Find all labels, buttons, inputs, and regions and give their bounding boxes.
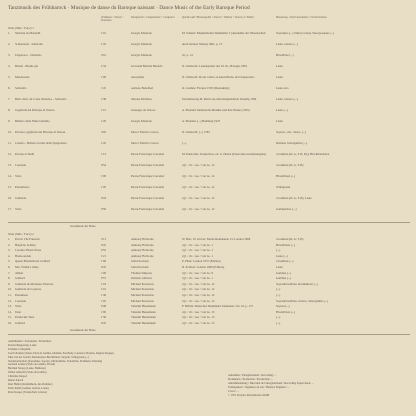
track-composer: Valentin Haussmann xyxy=(131,322,156,325)
track-instruments: Blockflöten (...) xyxy=(276,243,296,247)
track-instruments: Sopranino (...) Zink (Cornet), Tenorposaune (...) xyxy=(276,32,334,35)
track-instruments: (...) xyxy=(276,322,281,325)
track-source: und Literatur, Mainz) 1961, p. 13 xyxy=(182,43,223,46)
track-title: Ungaresca - Saltarello xyxy=(15,54,42,57)
track-instruments: Gambenchor (...) xyxy=(276,208,297,211)
track-row xyxy=(0,120,416,126)
track-title: Sinfonia da Matatelli xyxy=(15,32,41,35)
track-source: vgl. / cfr. / see / voir no. 13 xyxy=(182,316,215,320)
track-duration: 0'55 xyxy=(101,249,107,253)
track-duration: 0'45 xyxy=(101,266,107,269)
side-two-total: Gesamtzeit der Platte xyxy=(70,328,96,332)
track-source: vgl. / cfr. / see / voir no. 12 xyxy=(182,288,215,292)
track-number: 8. xyxy=(8,277,11,281)
track-composer: Pierre-Francisque Caroubel xyxy=(131,153,165,156)
track-duration: 1'10 xyxy=(101,288,107,292)
header-composer: Komponist / Compositeur / Composer xyxy=(131,15,175,19)
header-instruments: Besetzung / Instrumentation / Orchestration xyxy=(276,15,327,19)
credit-line: Josef Ulsamer (Tenor-Viola da Gamba, Dulzian, Kortholt), Laurence Dreyfus, Regina Klepper, xyxy=(8,351,115,355)
track-instruments: 4 Gamben (D, A, T, B), Laute xyxy=(276,197,312,200)
track-composer: Giuseppe de Venosa xyxy=(131,109,156,112)
track-number: 12. xyxy=(8,299,12,303)
track-composer: Anthony Holborne xyxy=(131,238,154,241)
track-title: Gaillarde de la guerre xyxy=(15,288,42,292)
track-composer: Valentin Haussmann xyxy=(131,316,156,320)
track-duration: 1'36 xyxy=(101,316,107,320)
credit-line: Dieter Kirsch xyxy=(8,379,24,383)
track-composer: Michael Praetorius xyxy=(131,288,154,292)
production-line: Cover: ... xyxy=(228,389,239,393)
track-title: Paven: The Funerals xyxy=(15,238,40,241)
track-source: M. Schuler: Musikalischer Denkmäler 5 (Akademie der Wissenschaft xyxy=(182,32,266,35)
side-two-label: Seite (Side / Face) 2 xyxy=(8,232,34,236)
track-number: 1. xyxy=(8,32,11,35)
track-duration: 2'05 xyxy=(101,131,107,134)
track-title: Pavana al Taniti xyxy=(15,153,35,156)
track-title: Volta xyxy=(15,305,22,309)
credit-line: Ausführende / Exécutants / Performers xyxy=(8,340,52,343)
track-duration: 2'13 xyxy=(101,238,107,241)
track-number: 16. xyxy=(8,322,12,325)
track-composer: John Dowland xyxy=(131,266,149,269)
performer-credits xyxy=(8,340,224,395)
production-line: Toningenieur / Ingénieur du son / Balance Engineer: ... xyxy=(228,385,290,389)
track-composer: Marco Fabricio Caroso xyxy=(131,142,159,145)
track-row xyxy=(0,164,416,170)
track-title: Schiarazula - Saltarello xyxy=(15,43,43,46)
track-number: 16. xyxy=(8,197,12,200)
track-duration: 1'45 xyxy=(101,43,107,46)
track-duration: 1'38 xyxy=(101,98,107,101)
track-row xyxy=(0,322,416,328)
track-number: 11. xyxy=(8,294,12,297)
track-source: vgl. / cfr. / see / voir no. 1 xyxy=(182,254,213,258)
track-duration: 1'40 xyxy=(101,294,107,297)
track-composer: Pierre-Francisque Caroubel xyxy=(131,208,165,211)
track-source: vgl. / cfr. / see / voir no. 12 xyxy=(182,294,215,297)
track-duration: 1'00 xyxy=(101,76,107,79)
track-duration: 1'12 xyxy=(101,153,107,156)
track-source: vgl. / cfr. / see / voir no. 13 xyxy=(182,322,215,325)
track-title: Volte xyxy=(15,208,22,211)
track-composer: Giorgio Mainerio xyxy=(131,32,153,35)
track-row xyxy=(0,32,416,38)
track-title: Gaillarde xyxy=(15,197,27,200)
track-source: vgl. / cfr. / see / voir no. 12 xyxy=(182,186,215,189)
track-composer: Anonymus xyxy=(131,76,145,79)
track-duration: 2'01 xyxy=(101,54,107,57)
track-number: 7. xyxy=(8,98,11,101)
track-instruments: Laute xyxy=(276,120,283,123)
track-duration: 1'06 xyxy=(101,260,107,264)
track-instruments: Laute xyxy=(276,266,283,269)
track-duration: 1'00 xyxy=(101,175,107,178)
credit-line: Konrad Ragossnig, Laute xyxy=(8,343,37,347)
track-title: Galliard xyxy=(15,322,25,325)
track-instruments: (...) xyxy=(276,316,281,320)
track-duration: 1'05 xyxy=(101,299,107,303)
track-instruments: Blockflöte (...) xyxy=(276,54,294,57)
track-title: Mrs. Winter's Jump xyxy=(15,266,39,269)
track-instruments: Gamben (...) xyxy=(276,277,292,281)
track-number: 5. xyxy=(8,76,11,79)
track-number: 15. xyxy=(8,316,12,320)
track-instruments: 4 Gamben (...) xyxy=(276,260,294,264)
track-duration: 1'23 xyxy=(101,282,107,286)
track-duration: 1'45 xyxy=(101,87,107,90)
track-number: 12. xyxy=(8,153,12,156)
header-duration: Zeitdauer / Durée / Duration xyxy=(101,15,124,23)
track-row xyxy=(0,43,416,49)
track-row xyxy=(0,186,416,192)
track-duration: 0'59 xyxy=(101,208,107,211)
track-row xyxy=(0,175,416,181)
track-title: Canario - Balletto in tutti della Spagnoletta xyxy=(15,142,67,145)
credit-line: Hartmut Stropp (Laute, Baßlaute) xyxy=(8,367,46,371)
track-duration: 1'10 xyxy=(101,32,107,35)
track-instruments: Dulzian, Tenorgambe (...) xyxy=(276,142,307,145)
track-number: 6. xyxy=(8,87,11,90)
track-row xyxy=(0,131,416,137)
track-title: Mascherada xyxy=(15,76,30,79)
track-duration: 1'21 xyxy=(101,254,107,258)
track-source: A. Einstein: (...) Hamburg 1947 xyxy=(182,120,221,123)
track-number: 1. xyxy=(8,238,11,241)
track-instruments: 4 Gamben (D, A, T, B) xyxy=(276,164,304,167)
track-source: M. Praetorius, Terpsichore, ed. G. Oberst (Praetorius-Gesamtausgabe) xyxy=(182,153,267,156)
track-source: vgl. / cfr. / see / voir no. 1 xyxy=(182,243,213,247)
track-source: W. Herr, W. Glover: Monte Remanente 13, London 1966 xyxy=(182,238,251,241)
track-number: 17. xyxy=(8,208,12,211)
track-composer: Giorgio Mainerio xyxy=(131,43,153,46)
track-instruments: (...) xyxy=(276,249,281,253)
production-line: © 1971 Polydor International GmbH xyxy=(228,393,270,397)
production-credits xyxy=(228,374,412,397)
track-instruments: Sopran-, Alt-, Tenor- (...) xyxy=(276,131,307,134)
track-row xyxy=(0,109,416,115)
credit-line: Christine Kasper xyxy=(8,375,27,379)
track-instruments: (...) xyxy=(276,294,281,297)
track-instruments: 4 Gamben (D, A, T, B, Kb), Blockflötenchor xyxy=(276,153,330,156)
track-number: 5. xyxy=(8,260,11,264)
track-composer: Michael Praetorius xyxy=(131,294,154,297)
track-number: 3. xyxy=(8,54,11,57)
track-duration: 1'00 xyxy=(101,271,107,275)
track-duration: 0'43 xyxy=(101,197,107,200)
track-row xyxy=(0,76,416,82)
track-title: Gagliarda del Principe di Venosa xyxy=(15,109,55,112)
track-number: 9. xyxy=(8,282,11,286)
track-number: 11. xyxy=(8,142,12,145)
track-composer: John Dowland xyxy=(131,260,149,264)
track-instruments: Blockflöten (...) xyxy=(276,175,296,178)
track-number: 4. xyxy=(8,254,11,258)
track-number: 7. xyxy=(8,271,11,275)
track-source: id., p. 14 xyxy=(182,54,193,57)
track-source: vgl. / cfr. / see / voir no. 12 xyxy=(182,164,215,167)
production-line: Produktion / Production / Production: ... xyxy=(228,377,273,381)
track-composer: Pierre-Francisque Caroubel xyxy=(131,175,165,178)
header-source: Quelle oder Herausgeber / Source / Editeur / Source or Editor xyxy=(182,15,255,19)
track-duration: 1'20 xyxy=(101,186,107,189)
track-source: Überlieferung M. Reich aus dem Originaldruck Venedig 1599 xyxy=(182,98,257,101)
track-composer: Giorgio Mainerio xyxy=(131,54,153,57)
track-source: D. Poulton: London 1966 (Edition) xyxy=(182,266,225,269)
track-duration: 1'20 xyxy=(101,120,107,123)
track-duration: 0'48 xyxy=(101,305,107,309)
track-number: 13. xyxy=(8,164,12,167)
track-title: Heigh ho holiday xyxy=(15,243,36,247)
track-number: 3. xyxy=(8,249,11,253)
track-number: 6. xyxy=(8,266,11,269)
track-number: 10. xyxy=(8,131,12,134)
track-source: O. Chilesotti: Da un codice «Lauten-Buch» del Cinquecento xyxy=(182,76,255,79)
track-composer: Pierre-Francisque Caroubel xyxy=(131,186,165,189)
credit-line: Elke von der Gracht, Renaissance-Blockflöten, Serpent, Schlagwerk (...) xyxy=(8,355,90,359)
track-title: Passameze xyxy=(15,294,28,297)
divider xyxy=(8,222,410,223)
track-duration: 0'45 xyxy=(101,243,107,247)
track-source: vgl. / cfr. / see / voir no. 1 xyxy=(182,249,213,253)
track-instruments: Laute, Gitarre (...) xyxy=(276,43,298,46)
track-row xyxy=(0,153,416,159)
track-row xyxy=(0,98,416,104)
side-one-total: Gesamtzeit der Platte xyxy=(70,224,96,228)
track-composer: Simone Molinaro xyxy=(131,98,153,101)
divider xyxy=(8,334,410,335)
track-source: vgl. / cfr. / see / voir no. 12 xyxy=(182,282,215,286)
track-duration: 1'00 xyxy=(101,310,107,314)
credit-line: Kurt Haller (Krummhorn, Alt-Pommer) xyxy=(8,382,53,386)
track-source: O. Chilesotti: Lautenspieler des 16. Jh., Bologna 1891 xyxy=(182,65,248,68)
track-title: Courante xyxy=(15,164,26,167)
track-source: O. Goldine: Florenz 1593 (Manuskript) xyxy=(182,87,230,90)
track-source: vgl. / cfr. / see / voir no. 1 xyxy=(182,277,213,281)
track-source: A. Einstein: Italienische Musiker und ihre Werke (1593) xyxy=(182,109,250,112)
track-source: vgl. / cfr. / see / voir no. 12 xyxy=(182,197,215,200)
credit-line: Walter Albrecht (Viola da Gamba) xyxy=(8,371,47,375)
track-composer: Giorgio Mainerio xyxy=(131,120,153,123)
track-row xyxy=(0,197,416,203)
track-source: vgl. / cfr. / see / voir no. 12 xyxy=(182,208,215,211)
track-instruments: Laute xyxy=(276,76,283,79)
track-row xyxy=(0,54,416,60)
credit-line: Ulsamer-Collegium: xyxy=(8,347,31,351)
track-title: Galliard xyxy=(15,277,25,281)
track-composer: Pierre-Francisque Caroubel xyxy=(131,164,165,167)
track-instruments: Laute solo xyxy=(276,87,289,90)
track-row xyxy=(0,142,416,148)
track-title: Honie-suckle xyxy=(15,254,31,258)
track-instruments: Gamben (...) xyxy=(276,271,292,275)
credit-line: Gerhard Gruber (Viola da Gamba, Flöten) xyxy=(8,363,56,367)
track-row xyxy=(0,65,416,71)
track-instruments: Laute, Gitarre (...) xyxy=(276,98,298,101)
track-source: E. Hunt: London 1957 (Edition) xyxy=(182,260,221,264)
credit-line: Ernst Kölbl (Gambe, Gitarre, Laute) xyxy=(8,386,49,390)
track-number: 9. xyxy=(8,120,11,123)
track-title: Queen Elizabeth her Galliard xyxy=(15,260,51,264)
track-number: 2. xyxy=(8,43,11,46)
track-number: 15. xyxy=(8,186,12,189)
credit-line: Peter Kasper (Trumscheit, Gitarre) xyxy=(8,390,47,394)
side-one-label: Seite (Side / Face) 1 xyxy=(8,26,34,30)
track-title: Polnischer Tanz xyxy=(15,316,35,320)
track-title: Galliarde de Monsieur Wustrow xyxy=(15,282,54,286)
track-composer: Pierre-Francisque Caroubel xyxy=(131,197,165,200)
track-duration: 1'34 xyxy=(101,65,107,68)
production-line: Aufnahme / Enregistrement / Recording: ... xyxy=(228,374,277,377)
track-title: Coranto: Heart's Ease xyxy=(15,249,42,253)
track-title: Saltarello xyxy=(15,87,27,90)
track-instruments: Laute (...) xyxy=(276,109,288,112)
track-instruments: (...) xyxy=(276,288,281,292)
track-title: Balletto della Ninfa Ghedina xyxy=(15,120,50,123)
track-number: 14. xyxy=(8,175,12,178)
track-title: Tanz xyxy=(15,310,21,314)
track-instruments: 4 Gamben (D, A, T, B) xyxy=(276,238,304,241)
track-title: Alman xyxy=(15,271,24,275)
track-source: vgl. / cfr. / see / voir no. 12 xyxy=(182,299,215,303)
track-composer: Orlando Gibbons xyxy=(131,277,152,281)
track-instruments: Sopranblockflöte, Gitarre, Tenorgambe (...) xyxy=(276,299,328,303)
track-instruments: Laute xyxy=(276,65,283,68)
track-number: 2. xyxy=(8,243,11,247)
track-instruments: Laute (...) xyxy=(276,254,288,258)
track-composer: Valentin Haussmann xyxy=(131,310,156,314)
track-title: Courante xyxy=(15,299,26,303)
track-composer: Michael Praetorius xyxy=(131,282,154,286)
track-number: 8. xyxy=(8,109,11,112)
track-composer: Anthony Holborne xyxy=(131,249,154,253)
track-number: 13. xyxy=(8,305,12,309)
track-duration: 1'21 xyxy=(101,109,107,112)
track-composer: Marco Fabricio Caroso xyxy=(131,131,159,134)
track-duration: 0'45 xyxy=(101,322,107,325)
track-title: Volte xyxy=(15,175,22,178)
track-composer: Thomas Simpson xyxy=(131,271,152,275)
track-instruments: Sopranblockflöte, Krummhorn (...) xyxy=(276,282,318,286)
track-composer: Anthony Holborne xyxy=(131,254,154,258)
track-source: vgl. / cfr. / see / voir no. 13 xyxy=(182,310,215,314)
track-duration: 1'45 xyxy=(101,142,107,145)
track-source: O. Chilesotti: (...) 1581 xyxy=(182,131,210,134)
track-composer: Valentin Haussmann xyxy=(131,305,156,309)
track-row xyxy=(0,208,416,214)
production-line: Aufnahmeleitung / Direction de l'enregistrement / Recording Supervision: ... xyxy=(228,381,314,385)
track-instruments: Sopran (...) xyxy=(276,305,290,309)
track-instruments: Schlagwerk xyxy=(276,186,291,189)
track-title: Branle - Branle gai xyxy=(15,65,38,68)
track-source: vgl. / cfr. / see / voir no. 12 xyxy=(182,175,215,178)
track-title: Ballo detto «Il Conte Orlando» - Saltarello xyxy=(15,98,67,101)
track-source: vgl. / cfr. / see / voir no. 8 xyxy=(182,271,213,275)
track-composer: Giovanni Battista Besardo xyxy=(131,65,163,68)
track-duration: 0'57 xyxy=(101,277,107,281)
track-row xyxy=(0,87,416,93)
track-composer: Michael Praetorius xyxy=(131,299,154,303)
track-duration: 0'54 xyxy=(101,164,107,167)
track-number: 14. xyxy=(8,310,12,314)
track-title: Pavana e gagliarda del Principe di Venosa xyxy=(15,131,66,134)
track-instruments: Blockflöten (...) xyxy=(276,310,296,314)
album-title: Tanzmusik des Frühbarock · Musique de danse du Baroque naissant · Dance Music of the Early Baroque Period xyxy=(8,5,250,11)
track-source: (...) xyxy=(182,142,187,145)
track-number: 4. xyxy=(8,65,11,68)
track-title: Passamezzo xyxy=(15,186,30,189)
track-source: F. Blöttle: Deutscher Denkmäler Tanzkunst, Vol. 16, p. 175 xyxy=(182,305,253,309)
track-number: 10. xyxy=(8,288,12,292)
credit-line: Sebastian Kelber (Sopranino, Sopran, Altblockflöte, Tenorflöte, Pommern, Dulzian) xyxy=(8,359,103,363)
track-composer: Anthony Holborne xyxy=(131,243,154,247)
track-composer: Adriano Banchieri xyxy=(131,87,154,90)
